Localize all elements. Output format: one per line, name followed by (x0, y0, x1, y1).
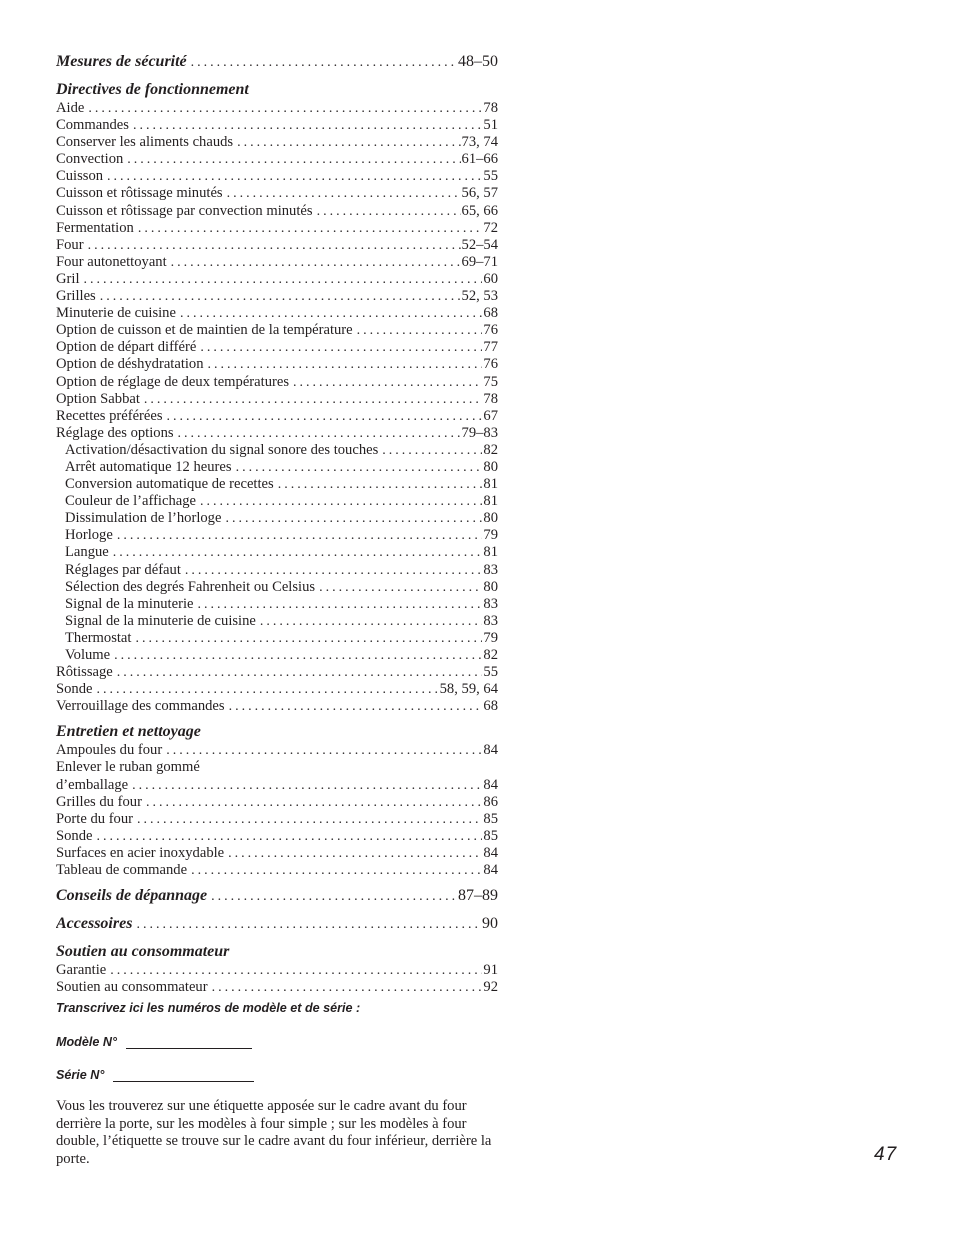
toc-entry[interactable] (56, 596, 498, 613)
toc-entry[interactable] (56, 476, 498, 493)
dot-leader (317, 203, 461, 220)
toc-entry-depannage[interactable] (56, 886, 498, 907)
location-note: Vous les trouverez sur une étiquette apposée sur le cadre avant du four derrière la porte, sur les modèles à four simple ; sur les modèles à four double, l’étiquette se trouve sur le cadre avant du four inférieur, derrière la porte. (56, 1098, 492, 1167)
dot-leader (236, 459, 483, 476)
page-ref: 87–89 (458, 887, 498, 905)
toc-entry-label: Arrêt automatique 12 heures (65, 458, 232, 475)
toc-entry[interactable] (56, 339, 498, 356)
toc-entry-label: Cuisson et rôtissage minutés (56, 185, 223, 202)
toc-entry[interactable] (56, 862, 498, 879)
dot-leader (127, 151, 460, 168)
toc-entry-label: Minuterie de cuisine (56, 305, 176, 322)
section-entretien (56, 722, 498, 879)
dot-leader (191, 862, 482, 879)
dot-leader (100, 288, 461, 305)
dot-leader (200, 493, 482, 510)
toc-entry-label: Langue (65, 544, 109, 561)
toc-entry-label: Verrouillage des commandes (56, 698, 225, 715)
dot-leader (278, 476, 483, 493)
table-of-contents (56, 52, 498, 996)
toc-entry-label: Sélection des degrés Fahrenheit ou Celsius (65, 578, 316, 595)
toc-entry-label: Four (56, 236, 84, 253)
dot-leader (212, 979, 483, 996)
page-ref: 67 (483, 407, 498, 424)
page-ref: 69–71 (461, 253, 498, 270)
toc-entry[interactable] (56, 698, 498, 715)
page-ref: 82 (483, 647, 498, 663)
page-ref: 80 (483, 578, 498, 595)
dot-leader (382, 442, 482, 459)
page-ref: 55 (483, 664, 498, 681)
dot-leader (178, 425, 461, 442)
toc-entry[interactable] (56, 100, 498, 117)
page-ref: 72 (483, 219, 498, 236)
page-ref: 81 (483, 493, 498, 510)
page-ref: 56, 57 (461, 185, 498, 202)
page-ref: 76 (483, 322, 498, 339)
dot-leader (225, 510, 482, 527)
toc-entry[interactable] (56, 254, 498, 271)
toc-entry-label: Cuisson (56, 168, 104, 185)
toc-entry[interactable] (56, 681, 498, 698)
toc-entry-label: Ampoules du four (56, 742, 163, 759)
dot-leader (260, 613, 483, 630)
dot-leader (319, 579, 482, 596)
serial-number-field[interactable] (56, 1066, 516, 1082)
toc-entry[interactable] (56, 579, 498, 596)
page-ref: 83 (483, 612, 498, 629)
page-ref: 86 (483, 793, 498, 810)
serial-number-line[interactable] (113, 1068, 254, 1082)
toc-entry-label: Four autonettoyant (56, 253, 167, 270)
dot-leader (135, 630, 482, 647)
dot-leader (96, 681, 438, 698)
toc-entry-label: Volume (65, 647, 111, 663)
page-ref: 79 (483, 527, 498, 544)
toc-entry[interactable] (56, 271, 498, 288)
toc-entry[interactable] (56, 811, 498, 828)
toc-entry-label: Réglages par défaut (65, 561, 181, 578)
page-ref: 84 (483, 742, 498, 759)
dot-leader (185, 562, 483, 579)
dot-leader (136, 915, 481, 935)
section-soutien (56, 942, 498, 996)
toc-entry[interactable] (56, 979, 498, 996)
dot-leader (133, 117, 482, 134)
toc-entry-label: Signal de la minuterie (65, 595, 194, 612)
dot-leader (146, 794, 482, 811)
dot-leader (228, 845, 482, 862)
dot-leader (114, 647, 482, 664)
dot-leader (191, 53, 457, 73)
dot-leader (293, 374, 482, 391)
page-ref: 51 (483, 117, 498, 134)
section-title: Conseils de dépannage (56, 887, 208, 905)
page-ref: 84 (483, 862, 498, 879)
model-number-field[interactable] (56, 1033, 516, 1049)
page-ref: 85 (483, 827, 498, 844)
toc-entry[interactable] (56, 374, 498, 391)
toc-entry[interactable] (56, 117, 498, 134)
toc-entry-label: Grilles du four (56, 793, 142, 810)
toc-entry[interactable] (56, 305, 498, 322)
dot-leader (117, 527, 483, 544)
page-ref: 61–66 (461, 151, 498, 168)
dot-leader (357, 322, 483, 339)
page-ref: 92 (483, 979, 498, 996)
toc-entry[interactable] (56, 203, 498, 220)
toc-entry[interactable] (56, 237, 498, 254)
toc-entry-label: Activation/désactivation du signal sonore des touches (65, 441, 379, 458)
toc-entry-label: Option de cuisson et de maintien de la température (56, 322, 353, 339)
dot-leader (227, 185, 461, 202)
dot-leader (211, 887, 457, 907)
page-ref: 81 (483, 476, 498, 493)
toc-entry-label: Soutien au consommateur (56, 979, 208, 996)
toc-entry-label: Fermentation (56, 219, 134, 236)
toc-entry-label: Garantie (56, 962, 107, 979)
page-ref: 52–54 (461, 236, 498, 253)
dot-leader (208, 356, 483, 373)
dot-leader (166, 742, 482, 759)
toc-entry[interactable] (56, 845, 498, 862)
page-ref: 81 (483, 544, 498, 561)
toc-entry[interactable] (56, 562, 498, 579)
toc-entry-label: d’emballage (56, 776, 129, 793)
toc-entry-label: Option de déshydratation (56, 356, 204, 373)
toc-entry[interactable] (56, 828, 498, 845)
section-title: Accessoires (56, 915, 133, 933)
toc-entry-label: Gril (56, 270, 80, 287)
dot-leader (229, 698, 483, 715)
page-ref: 85 (483, 810, 498, 827)
section-fonctionnement (56, 80, 498, 715)
toc-entry-label: Sonde (56, 681, 93, 698)
dot-leader (137, 811, 482, 828)
dot-leader (88, 100, 482, 117)
toc-entry-label: Aide (56, 100, 85, 116)
page-ref: 83 (483, 595, 498, 612)
toc-entry[interactable] (56, 185, 498, 202)
toc-entry-label: Porte du four (56, 810, 134, 827)
toc-entry[interactable] (56, 510, 498, 527)
toc-entry-accessoires[interactable] (56, 914, 498, 935)
toc-entry[interactable] (56, 777, 498, 794)
section-title: Directives de fonctionnement (56, 81, 249, 98)
toc-entry[interactable] (56, 442, 498, 459)
toc-entry[interactable] (56, 962, 498, 979)
toc-entry[interactable] (56, 459, 498, 476)
dot-leader (138, 220, 483, 237)
page-ref: 78 (483, 390, 498, 407)
dot-leader (180, 305, 482, 322)
dot-leader (88, 237, 461, 254)
toc-entry-label: Option de réglage de deux températures (56, 373, 290, 390)
page-ref: 84 (483, 844, 498, 861)
record-title: Transcrivez ici les numéros de modèle et de série : (56, 1001, 361, 1015)
page-ref: 52, 53 (461, 288, 498, 305)
page-ref: 58, 59, 64 (439, 681, 498, 698)
toc-entry[interactable] (56, 493, 498, 510)
page-ref: 82 (483, 441, 498, 458)
toc-entry-label: Recettes préférées (56, 407, 163, 424)
page-ref: 77 (483, 339, 498, 356)
page-ref: 48–50 (458, 53, 498, 70)
page-ref: 79 (483, 629, 498, 646)
section-title: Entretien et nettoyage (56, 723, 201, 741)
toc-entry[interactable] (56, 527, 498, 544)
page-ref: 60 (483, 270, 498, 287)
toc-entry[interactable] (56, 647, 498, 664)
toc-entry[interactable] (56, 288, 498, 305)
dot-leader (171, 254, 461, 271)
toc-entry[interactable] (56, 408, 498, 425)
page-ref: 68 (483, 305, 498, 322)
dot-leader (84, 271, 483, 288)
page-number: 47 (874, 1144, 898, 1165)
toc-entry-wrap-line: Enlever le ruban gommé (56, 759, 200, 776)
toc-entry-label: Grilles (56, 288, 96, 305)
toc-entry-label: Option Sabbat (56, 390, 140, 407)
toc-entry-label: Surfaces en acier inoxydable (56, 844, 225, 861)
toc-entry-label: Réglage des options (56, 424, 174, 441)
toc-entry[interactable] (56, 794, 498, 811)
toc-entry[interactable] (56, 134, 498, 151)
dot-leader (113, 544, 483, 561)
toc-entry-label: Tableau de commande (56, 862, 188, 879)
page-ref: 79–83 (461, 424, 498, 441)
toc-entry-label: Conserver les aliments chauds (56, 134, 234, 151)
dot-leader (197, 596, 482, 613)
model-number-line[interactable] (126, 1035, 252, 1049)
toc-entry[interactable] (56, 630, 498, 647)
toc-entry[interactable] (56, 151, 498, 168)
page-ref: 80 (483, 458, 498, 475)
page-ref: 84 (483, 776, 498, 793)
toc-entry-label: Signal de la minuterie de cuisine (65, 612, 256, 629)
toc-entry[interactable] (56, 664, 498, 681)
toc-entry[interactable] (56, 220, 498, 237)
page-ref: 73, 74 (461, 134, 498, 151)
toc-entry[interactable] (56, 544, 498, 561)
toc-entry[interactable] (56, 613, 498, 630)
serial-label: Série N° (56, 1068, 105, 1082)
toc-entry-label: Convection (56, 151, 124, 168)
page-ref: 76 (483, 356, 498, 373)
page-ref: 91 (483, 962, 498, 979)
dot-leader (144, 391, 482, 408)
toc-entry[interactable] (56, 322, 498, 339)
dot-leader (96, 828, 482, 845)
toc-entry-label: Dissimulation de l’horloge (65, 510, 222, 527)
page-ref: 55 (483, 168, 498, 185)
page-ref: 80 (483, 510, 498, 527)
page-ref: 65, 66 (461, 202, 498, 219)
toc-entry[interactable] (56, 425, 498, 442)
dot-leader (237, 134, 460, 151)
toc-entry-label: Rôtissage (56, 664, 113, 681)
toc-entry[interactable] (56, 168, 498, 185)
toc-entry-label: Sonde (56, 827, 93, 844)
toc-entry-label: Horloge (65, 527, 113, 544)
page-ref: 90 (482, 915, 498, 933)
model-label: Modèle N° (56, 1035, 118, 1049)
toc-entry[interactable] (56, 356, 498, 373)
toc-entry[interactable] (56, 742, 498, 759)
dot-leader (167, 408, 483, 425)
dot-leader (110, 962, 482, 979)
toc-entry-label: Thermostat (65, 629, 132, 646)
section-title: Soutien au consommateur (56, 943, 230, 961)
dot-leader (107, 168, 482, 185)
page-ref: 68 (483, 698, 498, 715)
page-ref: 75 (483, 373, 498, 390)
toc-entry-label: Option de départ différé (56, 339, 197, 356)
dot-leader (200, 339, 482, 356)
dot-leader (117, 664, 483, 681)
page-ref: 83 (483, 561, 498, 578)
toc-entry-label: Commandes (56, 117, 129, 134)
page-ref: 78 (483, 100, 498, 116)
toc-entry-label: Conversion automatique de recettes (65, 476, 274, 493)
toc-entry-label: Couleur de l’affichage (65, 493, 197, 510)
section-title: Mesures de sécurité (56, 53, 187, 70)
toc-entry[interactable] (56, 391, 498, 408)
dot-leader (132, 777, 482, 794)
record-numbers-block (56, 1000, 516, 1082)
toc-entry-securite[interactable] (56, 52, 498, 73)
toc-entry-label: Cuisson et rôtissage par convection minutés (56, 202, 313, 219)
